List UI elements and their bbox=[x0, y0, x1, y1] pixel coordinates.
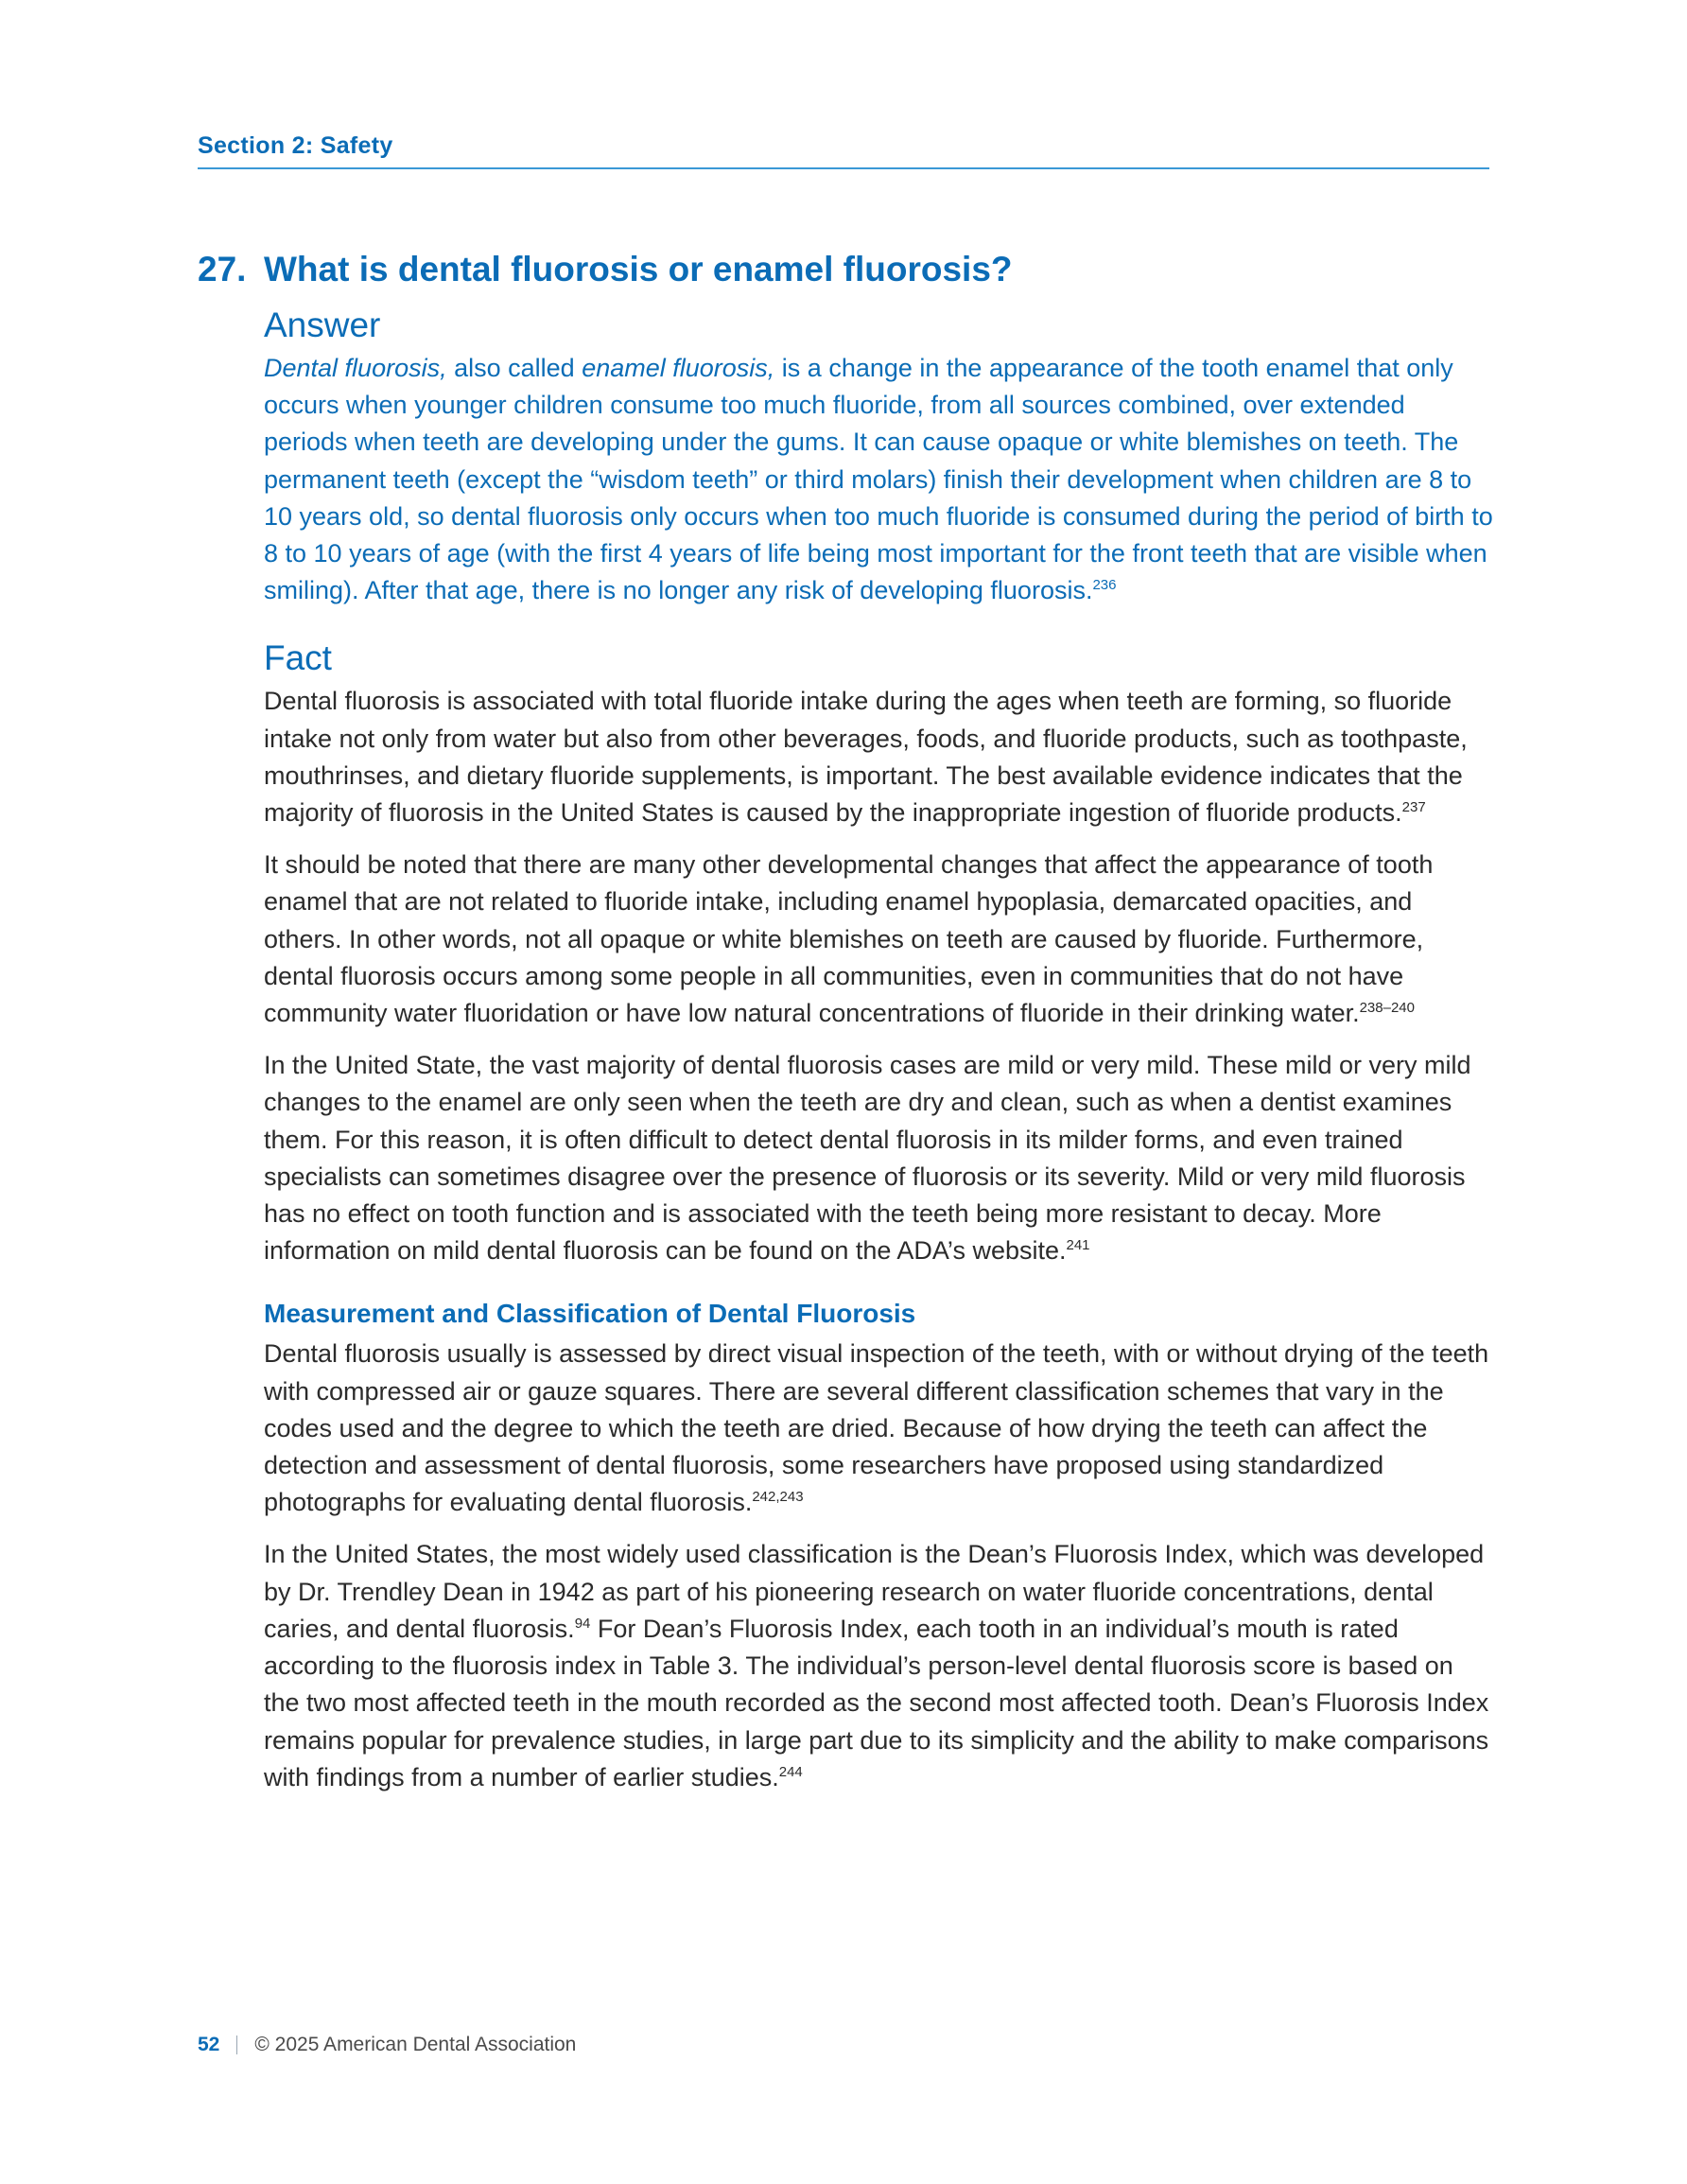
fact-heading: Fact bbox=[264, 638, 332, 678]
measurement-paragraph bbox=[264, 1336, 1493, 1521]
answer-heading: Answer bbox=[264, 306, 381, 344]
answer-text: is a change in the appearance of the tooth enamel that only occurs when younger children consume too much fluoride, from all sources combined, over extended periods when teeth are developing under the gums. It can cause opaque or white blemishes on teeth. The permanent teeth (except the “wisdom teeth” or third molars) finish their development when children are 8 to 10 years old, so dental fluorosis only occurs when too much fluoride is consumed during the period of birth to 8 to 10 years of age (with the first 4 years of life being most important for the front teeth that are visible when smiling). After that age, there is no longer any risk of developing fluorosis. bbox=[264, 354, 1493, 605]
footer-divider bbox=[236, 2035, 237, 2054]
measurement-paragraph-text: For Dean’s Fluorosis Index, each tooth in an individual’s mouth is rated according to the fluorosis index in Table 3. The individual’s person-level dental fluorosis score is based on the two most affected teeth in the mouth recorded as the second most affected tooth. Dean’s Fluorosis Index remains popular for prevalence studies, in large part due to its simplicity and the ability to make comparisons with findings from a number of earlier studies. bbox=[264, 1614, 1489, 1791]
main-content bbox=[198, 248, 1493, 1811]
citation-ref: 236 bbox=[1092, 577, 1117, 594]
measurement-paragraph bbox=[264, 1536, 1493, 1795]
question-number: 27. bbox=[198, 250, 247, 288]
answer-paragraph bbox=[264, 350, 1493, 609]
citation-ref: 241 bbox=[1066, 1237, 1090, 1254]
answer-term-enamel-fluorosis: enamel fluorosis, bbox=[582, 354, 775, 382]
fact-paragraph-text: In the United State, the vast majority of dental fluorosis cases are mild or very mild. These mild or very mild changes to the enamel are only seen when the teeth are dry and clean, such as when a dentist examines them. For this reason, it is often difficult to detect dental fluorosis in its milder forms, and even trained specialists can sometimes disagree over the presence of fluorosis or its severity. Mild or very mild fluorosis has no effect on tooth function and is associated with the teeth being more resistant to decay. More information on mild dental fluorosis can be found on the ADA’s website. bbox=[264, 1051, 1471, 1266]
measurement-paragraph-text: In the United States, the most widely used classification is the Dean’s Fluorosis Index, which was developed by Dr. Trendley Dean in 1942 as part of his pioneering research on water fluoride concentrations, dental caries, and dental fluorosis. bbox=[264, 1540, 1485, 1643]
page-footer bbox=[198, 2034, 576, 2056]
citation-ref: 237 bbox=[1401, 799, 1426, 816]
fact-paragraph-text: It should be noted that there are many other developmental changes that affect the appearance of tooth enamel that are not related to fluoride intake, including enamel hypoplasia, demarcated opacities, and others. In other words, not all opaque or white blemishes on teeth are caused by fluoride. Furthermore, dental fluorosis occurs among some people in all communities, even in communities that do not have community water fluoridation or have low natural concentrations of fluoride in their drinking water. bbox=[264, 850, 1434, 1028]
fact-paragraph bbox=[264, 847, 1493, 1032]
fact-paragraph bbox=[264, 1047, 1493, 1269]
section-label: Section 2: Safety bbox=[198, 132, 393, 159]
measurement-paragraph-text: Dental fluorosis usually is assessed by direct visual inspection of the teeth, with or without drying of the teeth with compressed air or gauze squares. There are several different classification schemes that vary in the codes used and the degree to which the teeth are dried. Because of how drying the teeth can affect the detection and assessment of dental fluorosis, some researchers have proposed using standardized photographs for evaluating dental fluorosis. bbox=[264, 1339, 1489, 1517]
answer-connector: also called bbox=[446, 354, 583, 382]
question-title bbox=[198, 248, 1493, 291]
page-header bbox=[198, 132, 1489, 169]
measurement-heading: Measurement and Classification of Dental Fluorosis bbox=[264, 1299, 916, 1329]
question-body bbox=[264, 305, 1493, 1796]
citation-ref: 94 bbox=[574, 1615, 591, 1632]
citation-ref: 242,243 bbox=[752, 1489, 804, 1506]
answer-term-dental-fluorosis: Dental fluorosis, bbox=[264, 354, 447, 382]
page-number: 52 bbox=[198, 2034, 220, 2055]
fact-paragraph-text: Dental fluorosis is associated with total fluoride intake during the ages when teeth are forming, so fluoride intake not only from water but also from other beverages, foods, and fluoride products, such as toothpaste, mouthrinses, and dietary fluoride supplements, is important. The best available evidence indicates that the majority of fluorosis in the United States is caused by the inappropriate ingestion of fluoride products. bbox=[264, 687, 1468, 828]
question-text: What is dental fluorosis or enamel fluorosis? bbox=[264, 250, 1013, 288]
citation-ref: 244 bbox=[778, 1763, 803, 1780]
copyright-text: © 2025 American Dental Association bbox=[254, 2034, 577, 2055]
citation-ref: 238–240 bbox=[1359, 1000, 1415, 1017]
fact-paragraph bbox=[264, 683, 1493, 831]
